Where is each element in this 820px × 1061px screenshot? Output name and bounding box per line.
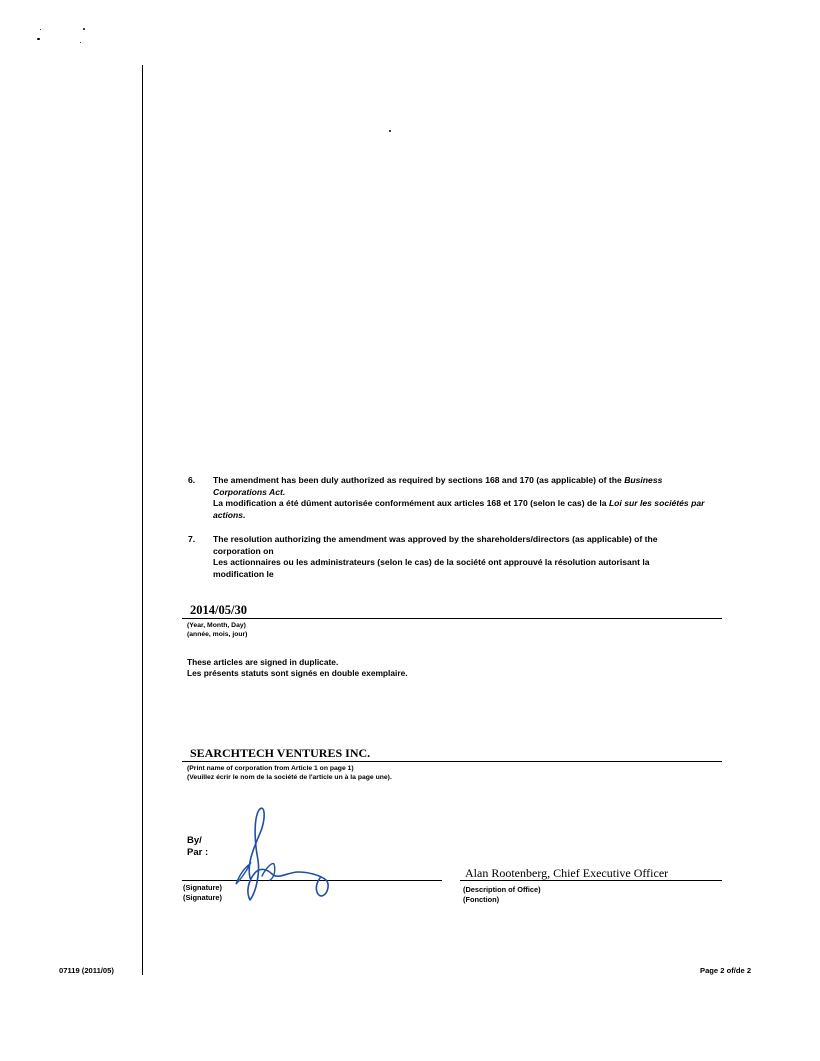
item-6-text bbox=[213, 475, 713, 521]
page-number: Page 2 of/de 2 bbox=[700, 966, 752, 975]
approval-date-value: 2014/05/30 bbox=[190, 603, 247, 617]
scan-speck bbox=[83, 28, 85, 30]
item-7-english: The resolution authorizing the amendment was approved by the shareholders/directors (as applicable) of the corporation on bbox=[213, 534, 658, 556]
signature-label: (Signature) (Signature) bbox=[183, 883, 223, 902]
office-line bbox=[460, 880, 722, 881]
scan-speck bbox=[37, 38, 40, 40]
item-7-french: Les actionnaires ou les administrateurs (selon le cas) de la société ont approuvé la résolution autorisant la modification le bbox=[213, 557, 650, 579]
corporation-name-value: SEARCHTECH VENTURES INC. bbox=[190, 746, 371, 760]
approval-date-label: (Year, Month, Day) (année, mois, jour) bbox=[187, 622, 248, 638]
duplicate-statement: These articles are signed in duplicate. Les présents statuts sont signés en double exemplaire. bbox=[187, 657, 408, 678]
handwritten-signature bbox=[228, 800, 368, 905]
approval-date-line bbox=[182, 618, 722, 619]
item-6-french: La modification a été dûment autorisée conformément aux articles 168 et 170 (selon le cas) de la Loi sur les sociétés par actions. bbox=[213, 498, 705, 520]
form-number: 07119 (2011/05) bbox=[59, 966, 114, 975]
item-7-number: 7. bbox=[188, 534, 196, 544]
item-6-english: The amendment has been duly authorized as required by sections 168 and 170 (as applicable) of the Business Corporations Act. bbox=[213, 475, 663, 497]
corporation-name-label: (Print name of corporation from Article 1 on page 1) (Veuillez écrir le nom de la société de l'article un à la page une). bbox=[187, 765, 392, 781]
scan-speck bbox=[80, 42, 81, 43]
scan-speck bbox=[40, 29, 41, 30]
corporation-name-line bbox=[182, 761, 722, 762]
signatory-by-label: By/ Par : bbox=[187, 835, 209, 858]
item-7-text bbox=[213, 534, 698, 580]
item-6-number: 6. bbox=[188, 475, 196, 485]
scan-speck bbox=[389, 130, 391, 132]
margin-rule bbox=[142, 65, 143, 975]
office-value: Alan Rootenberg, Chief Executive Officer bbox=[465, 866, 669, 880]
office-label: (Description of Office) (Fonction) bbox=[463, 885, 541, 904]
